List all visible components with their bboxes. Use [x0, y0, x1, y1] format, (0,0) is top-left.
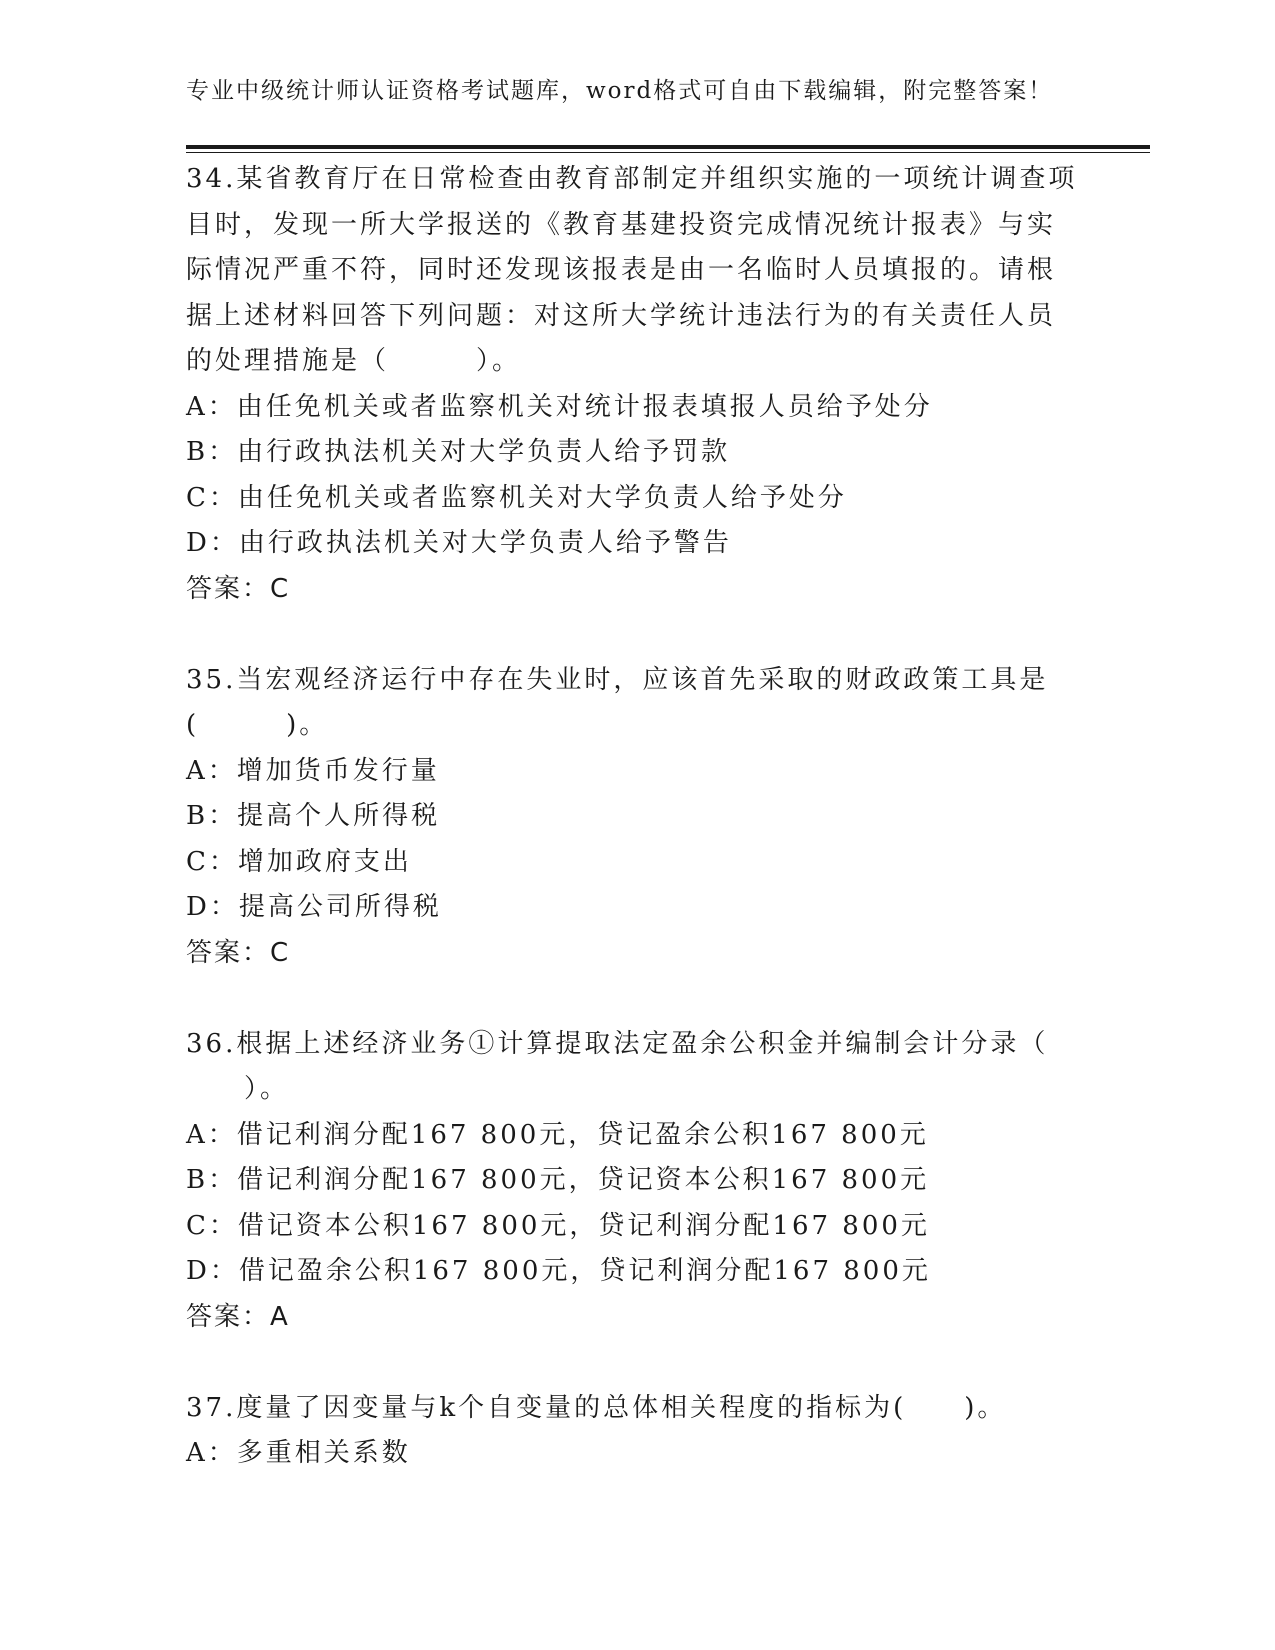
question-text-line: 的处理措施是（ ）。: [186, 346, 522, 376]
header-rule-thin: [186, 152, 1150, 153]
question-spacer: [186, 612, 1066, 658]
option-c: C：增加政府支出: [186, 846, 412, 877]
option-a: A：由任免机关或者监察机关对统计报表填报人员给予处分: [186, 391, 933, 422]
question-text-line: 际情况严重不符，同时还发现该报表是由一名临时人员填报的。请根: [186, 255, 1057, 285]
option-a: A：借记利润分配167 800元，贷记盈余公积167 800元: [186, 1119, 929, 1150]
question-text-line: 据上述材料回答下列问题：对这所大学统计违法行为的有关责任人员: [186, 300, 1057, 331]
question-text-line: 35.当宏观经济运行中存在失业时，应该首先采取的财政政策工具是: [186, 664, 1049, 695]
question-list: [186, 157, 1078, 1477]
question-35: [186, 658, 1066, 977]
question-36: [186, 1022, 1066, 1341]
option-d: D：提高公司所得税: [186, 892, 442, 922]
option-b: B：借记利润分配167 800元，贷记资本公积167 800元: [186, 1165, 930, 1195]
option-c: C：借记资本公积167 800元，贷记利润分配167 800元: [186, 1210, 930, 1241]
option-b: B：提高个人所得税: [186, 801, 441, 831]
question-text-line: 36.根据上述经济业务①计算提取法定盈余公积金并编制会计分录（: [186, 1028, 1049, 1059]
option-b: B：由行政执法机关对大学负责人给予罚款: [186, 437, 731, 467]
question-37: [186, 1386, 1066, 1477]
question-spacer: [186, 976, 1066, 1022]
page-header: 专业中级统计师认证资格考试题库，word格式可自由下载编辑，附完整答案！: [186, 78, 1054, 104]
option-d: D：借记盈余公积167 800元，贷记利润分配167 800元: [186, 1256, 931, 1286]
answer-line: 答案：C: [186, 573, 291, 604]
question-spacer: [186, 1340, 1066, 1386]
question-text-line: 37.度量了因变量与k个自变量的总体相关程度的指标为( )。: [186, 1392, 1007, 1423]
question-text-line: ）。: [186, 1074, 290, 1104]
option-d: D：由行政执法机关对大学负责人给予警告: [186, 528, 732, 558]
answer-line: 答案：A: [186, 1301, 290, 1332]
question-text-line: 目时，发现一所大学报送的《教育基建投资完成情况统计报表》与实: [186, 209, 1057, 240]
option-a: A：增加货币发行量: [186, 755, 440, 786]
question-34: [186, 157, 1078, 612]
option-c: C：由任免机关或者监察机关对大学负责人给予处分: [186, 482, 847, 513]
answer-line: 答案：C: [186, 937, 291, 968]
option-a: A：多重相关系数: [186, 1438, 411, 1468]
header-rule-thick: [186, 145, 1150, 149]
question-text-line: 34.某省教育厅在日常检查由教育部制定并组织实施的一项统计调查项: [186, 164, 1078, 194]
question-text-line: ( )。: [186, 710, 329, 740]
